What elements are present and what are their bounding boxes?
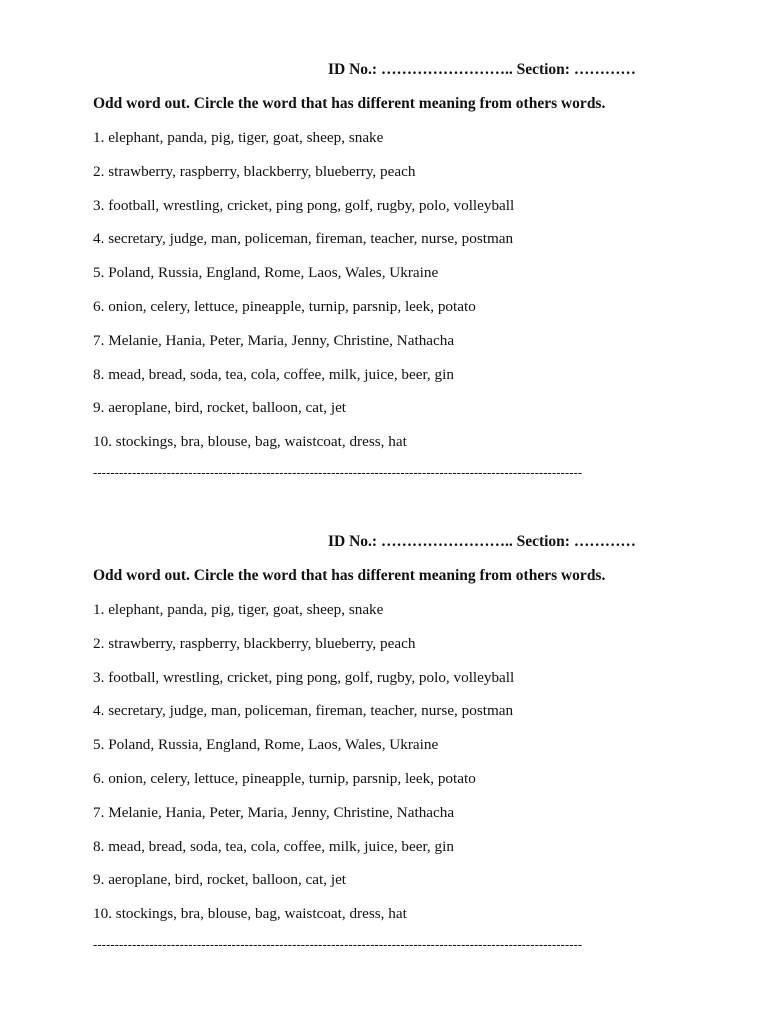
question-item: 1. elephant, panda, pig, tiger, goat, sheep, snake [93, 601, 384, 618]
question-item: 8. mead, bread, soda, tea, cola, coffee, milk, juice, beer, gin [93, 365, 454, 383]
question-item: 2. strawberry, raspberry, blackberry, blueberry, peach [93, 162, 416, 180]
question-item: 5. Poland, Russia, England, Rome, Laos, Wales, Ukraine [93, 264, 439, 282]
question-item: 4. secretary, judge, man, policeman, fireman, teacher, nurse, postman [93, 702, 514, 720]
question-item: 6. onion, celery, lettuce, pineapple, turnip, parsnip, leek, potato [93, 297, 476, 315]
question-item: 9. aeroplane, bird, rocket, balloon, cat, jet [93, 399, 347, 417]
question-list [93, 600, 514, 938]
cut-divider: ----------------------------------------------------------------------------------------------------------------- [93, 465, 583, 480]
question-list [93, 128, 514, 466]
id-section-line: ID No.: …………………….. Section: ………… [328, 533, 636, 550]
question-item: 2. strawberry, raspberry, blackberry, blueberry, peach [93, 634, 416, 652]
question-item: 10. stockings, bra, blouse, bag, waistcoat, dress, hat [93, 433, 407, 451]
question-item: 8. mead, bread, soda, tea, cola, coffee, milk, juice, beer, gin [93, 837, 454, 855]
question-item: 3. football, wrestling, cricket, ping pong, golf, rugby, polo, volleyball [93, 196, 515, 214]
question-item: 5. Poland, Russia, England, Rome, Laos, Wales, Ukraine [93, 736, 439, 754]
question-item: 10. stockings, bra, blouse, bag, waistcoat, dress, hat [93, 905, 407, 923]
question-item: 9. aeroplane, bird, rocket, balloon, cat, jet [93, 871, 347, 889]
question-item: 4. secretary, judge, man, policeman, fireman, teacher, nurse, postman [93, 230, 514, 248]
question-item: 7. Melanie, Hania, Peter, Maria, Jenny, Christine, Nathacha [93, 803, 455, 821]
instruction-heading: Odd word out. Circle the word that has different meaning from others words. [93, 567, 606, 584]
instruction-heading: Odd word out. Circle the word that has different meaning from others words. [93, 95, 606, 112]
question-item: 6. onion, celery, lettuce, pineapple, turnip, parsnip, leek, potato [93, 769, 476, 787]
question-item: 3. football, wrestling, cricket, ping pong, golf, rugby, polo, volleyball [93, 668, 515, 686]
cut-divider: ----------------------------------------------------------------------------------------------------------------- [93, 937, 583, 952]
question-item: 1. elephant, panda, pig, tiger, goat, sheep, snake [93, 129, 384, 146]
id-section-line: ID No.: …………………….. Section: ………… [328, 61, 636, 78]
question-item: 7. Melanie, Hania, Peter, Maria, Jenny, Christine, Nathacha [93, 331, 455, 349]
